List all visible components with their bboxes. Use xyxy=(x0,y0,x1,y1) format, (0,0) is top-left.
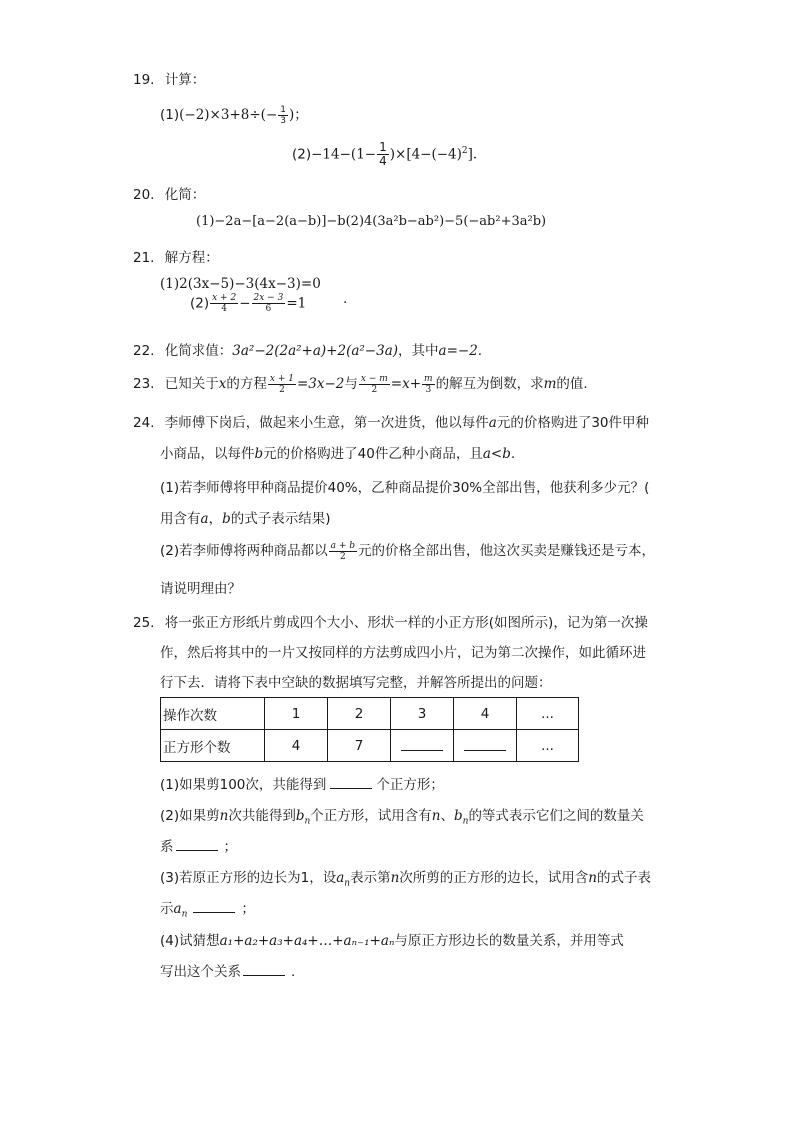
q21-minus: − xyxy=(239,295,251,312)
q21-dot: . xyxy=(343,291,348,307)
q19-part2-exponent: 2 xyxy=(461,146,468,156)
answer-blank[interactable] xyxy=(330,776,372,789)
operations-table xyxy=(160,697,579,762)
table-cell: 3 xyxy=(391,698,454,730)
q25-sub4-line2-end: . xyxy=(291,964,296,980)
q19-part1-tail: )； xyxy=(289,107,308,123)
q25-sub4-text-b: 与原正方形边长的数量关系，并用等式 xyxy=(394,933,624,949)
q25-line1-text: 将一张正方形纸片剪成四个大小、形状一样的小正方形(如图所示)，记为第一次操 xyxy=(164,615,648,631)
q25-var-n: n xyxy=(431,808,441,824)
q25-number: 25. xyxy=(133,615,155,631)
q20-number: 20. xyxy=(133,187,155,203)
q25-sub2-text-b: 次共能得到 xyxy=(228,808,296,824)
q24-line2-a: 小商品，以每件 xyxy=(160,446,255,462)
q24-part2-text-b: 元的价格全部出售，他这次买卖是赚钱还是亏本， xyxy=(358,543,656,559)
q19-part2-expr-a: −14−(1− xyxy=(311,146,377,163)
q25-var-b: b xyxy=(295,808,305,824)
q25-sub3-text-a: (3)若原正方形的边长为1，设 xyxy=(160,870,337,886)
q25-sub4-line2-text: 写出这个关系 xyxy=(160,964,241,980)
q21-fraction-1: $\frac{x + 2}{4}$ xyxy=(212,293,237,314)
q21-part2-label: (2) xyxy=(190,295,210,312)
q19-number: 19. xyxy=(133,72,155,88)
q25-sub-n: n xyxy=(304,816,311,827)
q19-part1 xyxy=(160,103,308,126)
q22-expression: 3a²−2(2a²+a)+2(a²−3a) xyxy=(232,343,399,359)
q25-sub3-line2-text: 示 xyxy=(160,901,174,917)
q23-var-x: x xyxy=(218,376,227,392)
q22-text-b: ，其中 xyxy=(398,343,439,359)
q25-sub3-line1 xyxy=(160,866,651,889)
q24-part1-var-a: a xyxy=(200,511,209,527)
table-row xyxy=(161,698,579,730)
q21-number: 21. xyxy=(133,250,155,266)
q21-title: 解方程： xyxy=(164,250,219,266)
q25-sub3-line2 xyxy=(160,897,255,920)
q21-part2 xyxy=(190,293,306,314)
q23-eq-2: =x+ xyxy=(390,376,422,392)
q22-text-a: 化简求值： xyxy=(164,343,233,359)
q25-var-n: n xyxy=(588,870,597,886)
q25-var-b: b xyxy=(453,808,463,824)
q23-text-5: 的值. xyxy=(556,376,588,392)
q25-sub2-text-a: (2)如果剪 xyxy=(160,808,220,824)
q22-condition: a=−2 xyxy=(438,343,478,359)
answer-blank-cell[interactable] xyxy=(391,730,454,762)
answer-blank[interactable] xyxy=(193,900,235,913)
table-cell: 1 xyxy=(265,698,328,730)
q19-title: 计算： xyxy=(164,72,206,88)
q19-part1-expr: (−2)×3+8÷(− xyxy=(179,107,278,123)
q25-var-a: a xyxy=(336,870,345,886)
q19-heading xyxy=(133,68,205,88)
table-cell: ... xyxy=(517,730,579,762)
table-cell: 操作次数 xyxy=(161,698,265,730)
q24-line1-a: 李师傅下岗后，做起来小生意，第一次进货，他以每件 xyxy=(164,415,489,431)
q25-sub4-text-a: (4)试猜想 xyxy=(160,933,220,949)
q24-part2-line1 xyxy=(160,539,655,562)
q22-line xyxy=(133,339,482,359)
q25-sub3-text-d: 的式子表 xyxy=(596,870,651,886)
q24-line1 xyxy=(133,411,649,431)
table-cell: 7 xyxy=(328,730,391,762)
q25-sub2-text-c: 个正方形，试用含有 xyxy=(310,808,432,824)
q25-sub2-line2-text: 系 xyxy=(160,839,174,855)
q25-sub-n: n xyxy=(462,816,469,827)
q24-part1-var-b: b xyxy=(222,511,231,527)
table-cell: ... xyxy=(517,698,579,730)
q25-sub3-text-b: 表示第 xyxy=(350,870,391,886)
q24-part1-text-c: 的式子表示结果) xyxy=(230,511,331,527)
q24-part1-text-b: ， xyxy=(208,511,223,527)
q25-sub1-end: 个正方形； xyxy=(376,777,444,793)
table-cell: 4 xyxy=(265,730,328,762)
q24-part1-text-a: 用含有 xyxy=(160,511,201,527)
table-cell: 2 xyxy=(328,698,391,730)
answer-blank-cell[interactable] xyxy=(454,730,517,762)
q19-part1-label: (1) xyxy=(160,107,180,123)
q19-part2-fraction: $\frac{1}{4}$ xyxy=(379,140,387,168)
q25-line1 xyxy=(133,611,648,631)
q25-line2: 作，然后将其中的一片又按同样的方法剪成四小片，记为第二次操作，如此循环进 xyxy=(160,645,646,661)
q22-number: 22. xyxy=(133,343,155,359)
q24-line1-b: 元的价格购进了30件甲种 xyxy=(496,415,650,431)
q20-expression: (1)−2a−[a−2(a−b)]−b(2)4(3a²b−ab²)−5(−ab²+3a²b) xyxy=(196,214,547,229)
q23-fraction-1: $\frac{x + 1}{2}$ xyxy=(269,373,294,395)
q25-sub3-line2-end: ； xyxy=(241,901,255,917)
q24-line2 xyxy=(160,442,515,462)
q24-part2-text-a: (2)若李师傅将两种商品都以 xyxy=(160,543,328,559)
table-row xyxy=(161,730,579,762)
q23-fraction-3: $\frac{m}{3}$ xyxy=(424,373,433,395)
q25-sub2-text-e: 的等式表示它们之间的数量关 xyxy=(468,808,644,824)
table-cell: 4 xyxy=(454,698,517,730)
q25-sub2-line2 xyxy=(160,835,237,855)
q23-var-m: m xyxy=(543,376,557,392)
q25-sub3-text-c: 次所剪的正方形的边长，试用含 xyxy=(399,870,589,886)
q19-part1-fraction: $\frac{1}{3}$ xyxy=(280,104,286,126)
q20-heading xyxy=(133,183,205,203)
q23-number: 23. xyxy=(133,376,155,392)
q24-number: 24. xyxy=(133,415,155,431)
q25-var-a: a xyxy=(173,901,182,917)
q21-fraction-2: $\frac{2x - 3}{6}$ xyxy=(253,293,284,314)
q24-var-a: a xyxy=(488,415,497,431)
q25-sub1 xyxy=(160,773,444,793)
q25-sub1-text: (1)如果剪100次，共能得到 xyxy=(160,777,327,793)
q22-end: . xyxy=(477,343,483,359)
q25-sub4-line2 xyxy=(160,960,295,980)
q23-eq-1: =3x−2 xyxy=(296,376,345,392)
q19-part2-tail: ]. xyxy=(467,146,478,163)
answer-blank[interactable] xyxy=(176,838,218,851)
q21-part1: (1)2(3x−5)−3(4x−3)=0 xyxy=(160,276,321,292)
q21-heading xyxy=(133,246,219,266)
q25-sub2-sep: 、 xyxy=(440,808,454,824)
q24-line2-end: . xyxy=(510,446,516,462)
q25-sub-n: n xyxy=(181,909,188,920)
q24-inequality: a<b xyxy=(482,446,511,462)
q23-text-4: 的解互为倒数，求 xyxy=(435,376,544,392)
q23-text-1: 已知关于 xyxy=(164,376,219,392)
table-cell: 正方形个数 xyxy=(161,730,265,762)
q24-part1-line1: (1)若李师傅将甲种商品提价40%，乙种商品提价30%全部出售，他获利多少元？( xyxy=(160,480,650,496)
q24-part2-line2: 请说明理由？ xyxy=(160,581,241,597)
q25-sub2-line1 xyxy=(160,804,644,827)
q19-part2-expr-b: )×[4−(−4) xyxy=(389,146,462,163)
q24-part2-fraction: $\frac{a + b}{2}$ xyxy=(330,540,356,562)
q23-text-2: 的方程 xyxy=(226,376,267,392)
q19-part2-label: (2) xyxy=(292,146,312,163)
q19-part2 xyxy=(292,141,477,168)
q25-sub-n: n xyxy=(344,878,351,889)
q25-sub4-expression: a₁+a₂+a₃+a₄+…+aₙ₋₁+aₙ xyxy=(219,933,395,949)
q25-sub2-line2-end: ； xyxy=(223,839,237,855)
q23-text-3: 与 xyxy=(344,376,358,392)
q25-line3: 行下去．请将下表中空缺的数据填写完整，并解答所提出的问题： xyxy=(160,675,552,691)
q23-line xyxy=(133,372,588,395)
q23-fraction-2: $\frac{x - m}{2}$ xyxy=(360,373,388,395)
q25-sub4-line1 xyxy=(160,929,624,949)
q24-part1-line2 xyxy=(160,507,331,527)
q24-var-b: b xyxy=(254,446,264,462)
q21-equals: =1 xyxy=(286,295,307,312)
q24-line2-b: 元的价格购进了40件乙种小商品，且 xyxy=(263,446,483,462)
answer-blank[interactable] xyxy=(243,963,285,976)
q25-var-n: n xyxy=(219,808,229,824)
q20-title: 化简： xyxy=(164,187,206,203)
q25-var-n: n xyxy=(390,870,400,886)
